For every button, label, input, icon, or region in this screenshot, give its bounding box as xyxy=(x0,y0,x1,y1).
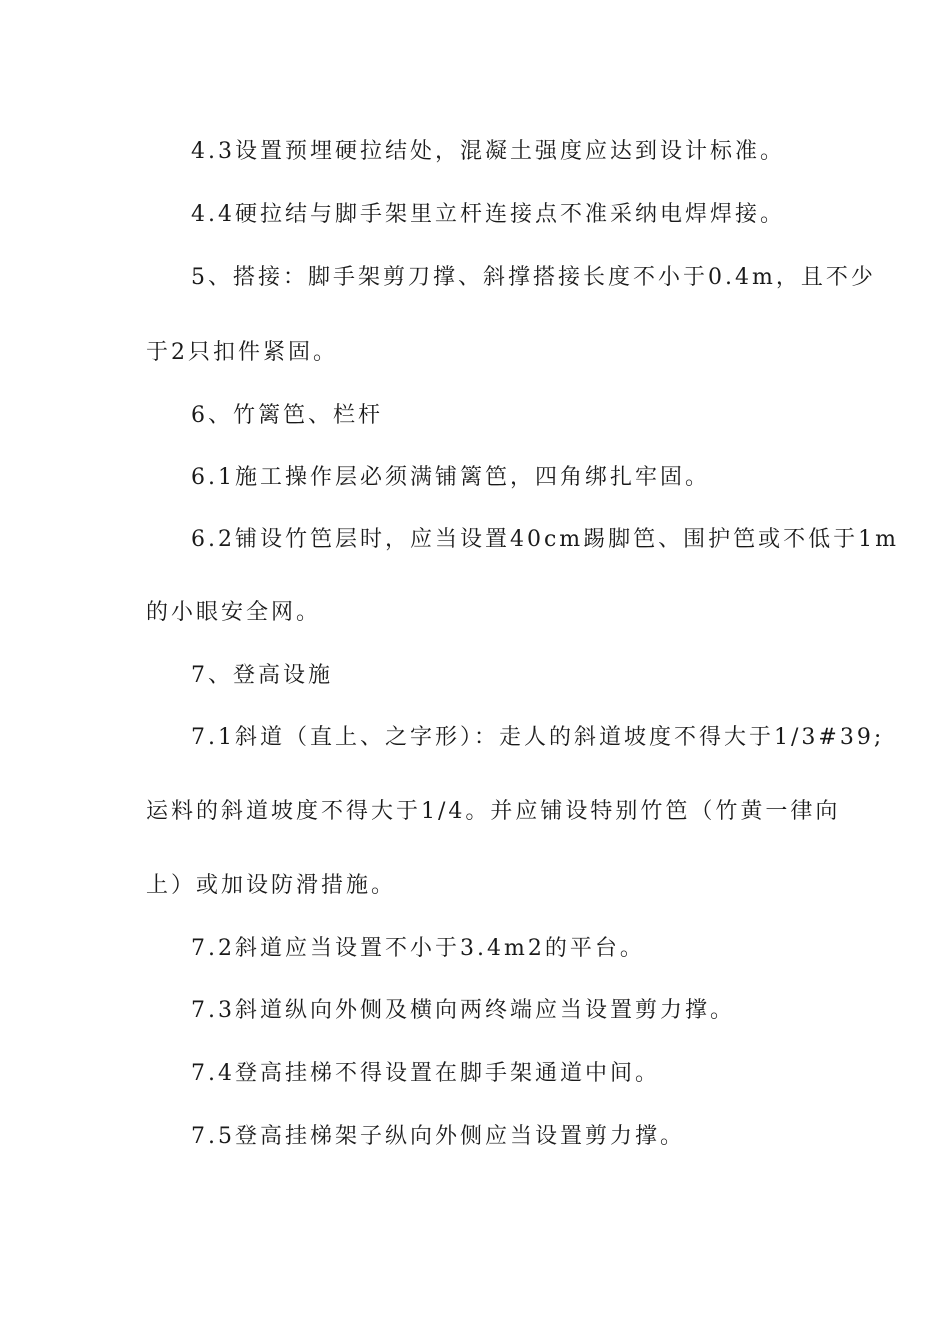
heading-7: 7、登高设施 xyxy=(191,663,333,688)
paragraph-5-line-2: 于2只扣件紧固。 xyxy=(146,340,338,365)
paragraph-7-1-line-2: 运料的斜道坡度不得大于1/4。并应铺设特别竹笆（竹黄一律向 xyxy=(146,799,841,824)
paragraph-7-3: 7.3斜道纵向外侧及横向两终端应当设置剪力撑。 xyxy=(191,998,735,1023)
paragraph-7-5: 7.5登高挂梯架子纵向外侧应当设置剪力撑。 xyxy=(191,1124,685,1149)
paragraph-7-1-line-1: 7.1斜道（直上、之字形）：走人的斜道坡度不得大于1/3#39; xyxy=(191,725,885,750)
heading-6: 6、竹篱笆、栏杆 xyxy=(191,403,383,428)
paragraph-6-2-line-2: 的小眼安全网。 xyxy=(146,600,322,625)
paragraph-4-4: 4.4硬拉结与脚手架里立杆连接点不准采纳电焊焊接。 xyxy=(191,202,785,227)
paragraph-6-2-line-1: 6.2铺设竹笆层时，应当设置40cm踢脚笆、围护笆或不低于1m xyxy=(191,527,900,552)
paragraph-7-2: 7.2斜道应当设置不小于3.4m2的平台。 xyxy=(191,936,645,961)
paragraph-7-4: 7.4登高挂梯不得设置在脚手架通道中间。 xyxy=(191,1061,660,1086)
paragraph-6-1: 6.1施工操作层必须满铺篱笆，四角绑扎牢固。 xyxy=(191,465,710,490)
paragraph-4-3: 4.3设置预埋硬拉结处，混凝土强度应达到设计标准。 xyxy=(191,139,785,164)
paragraph-5-line-1: 5、搭接：脚手架剪刀撑、斜撑搭接长度不小于0.4m，且不少 xyxy=(191,265,876,290)
paragraph-7-1-line-3: 上）或加设防滑措施。 xyxy=(146,873,397,898)
